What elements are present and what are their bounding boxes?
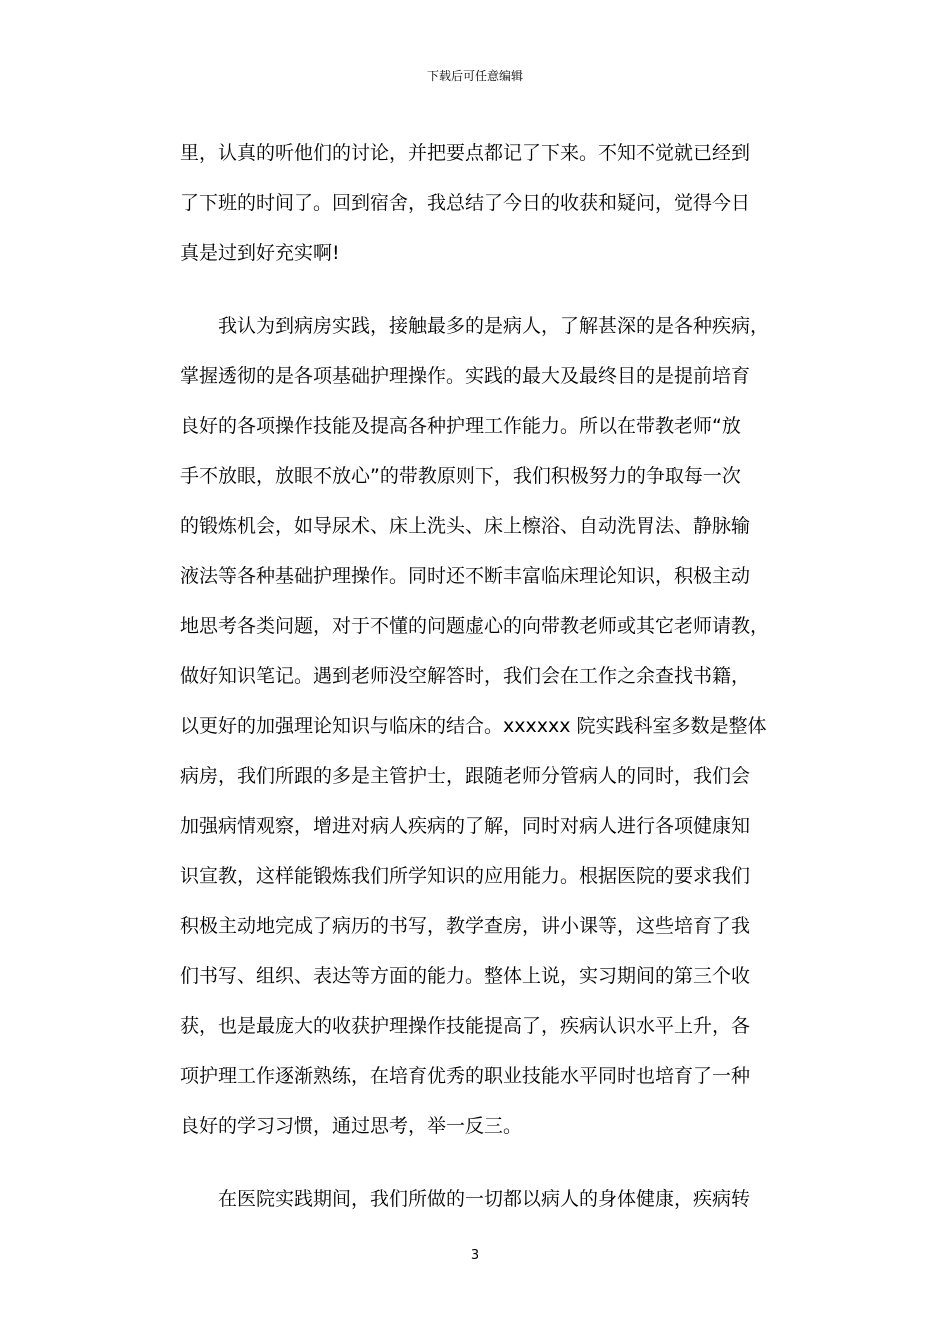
text-line: 良好的学习习惯，通过思考，举一反三。 bbox=[180, 1115, 523, 1137]
text-line: 里，认真的听他们的讨论，并把要点都记了下来。不知不觉就已经到 bbox=[180, 142, 751, 164]
document-body bbox=[180, 128, 772, 1224]
text-line: 识宣教，这样能锻炼我们所学知识的应用能力。根据医院的要求我们 bbox=[180, 865, 751, 887]
paragraph-gap bbox=[180, 1151, 772, 1174]
paragraph bbox=[180, 301, 772, 1151]
text-line: 获，也是最庞大的收获护理操作技能提高了，疾病认识水平上升，各 bbox=[180, 1015, 751, 1037]
text-line: 在医院实践期间，我们所做的一切都以病人的身体健康，疾病转 bbox=[218, 1188, 751, 1210]
text-line: 掌握透彻的是各项基础护理操作。实践的最大及最终目的是提前培育 bbox=[180, 365, 751, 387]
page-number: 3 bbox=[470, 1248, 480, 1263]
text-line: 手不放眼，放眼不放心”的带教原则下，我们积极努力的争取每一次 bbox=[180, 465, 741, 487]
text-line: 们书写、组织、表达等方面的能力。整体上说，实习期间的第三个收 bbox=[180, 965, 751, 987]
text-line: 项护理工作逐渐熟练，在培育优秀的职业技能水平同时也培育了一种 bbox=[180, 1065, 751, 1087]
text-line: 液法等各种基础护理操作。同时还不断丰富临床理论知识，积极主动 bbox=[180, 565, 751, 587]
text-line: 积极主动地完成了病历的书写，教学查房，讲小课等，这些培育了我 bbox=[180, 915, 751, 937]
text-line: 我认为到病房实践，接触最多的是病人，了解甚深的是各种疾病， bbox=[218, 315, 770, 337]
text-line: 加强病情观察，增进对病人疾病的了解，同时对病人进行各项健康知 bbox=[180, 815, 751, 837]
text-line: 良好的各项操作技能及提高各种护理工作能力。所以在带教老师“放 bbox=[180, 415, 741, 437]
text-line: 了下班的时间了。回到宿舍，我总结了今日的收获和疑问，觉得今日 bbox=[180, 192, 751, 214]
text-line: 真是过到好充实啊! bbox=[180, 242, 340, 264]
text-line: 地思考各类问题，对于不懂的问题虚心的向带教老师或其它老师请教， bbox=[180, 615, 770, 637]
text-line: 病房，我们所跟的多是主管护士，跟随老师分管病人的同时，我们会 bbox=[180, 765, 751, 787]
paragraph bbox=[180, 128, 772, 278]
page-header: 下载后可任意编辑 bbox=[426, 69, 523, 83]
text-line: 的锻炼机会，如导尿术、床上洗头、床上檫浴、自动洗胃法、静脉输 bbox=[180, 515, 751, 537]
text-line: 做好知识笔记。遇到老师没空解答时，我们会在工作之余查找书籍， bbox=[180, 665, 751, 687]
paragraph bbox=[180, 1174, 772, 1224]
text-line: 以更好的加强理论知识与临床的结合。xxxxxx 院实践科室多数是整体 bbox=[180, 715, 767, 737]
paragraph-gap bbox=[180, 278, 772, 301]
